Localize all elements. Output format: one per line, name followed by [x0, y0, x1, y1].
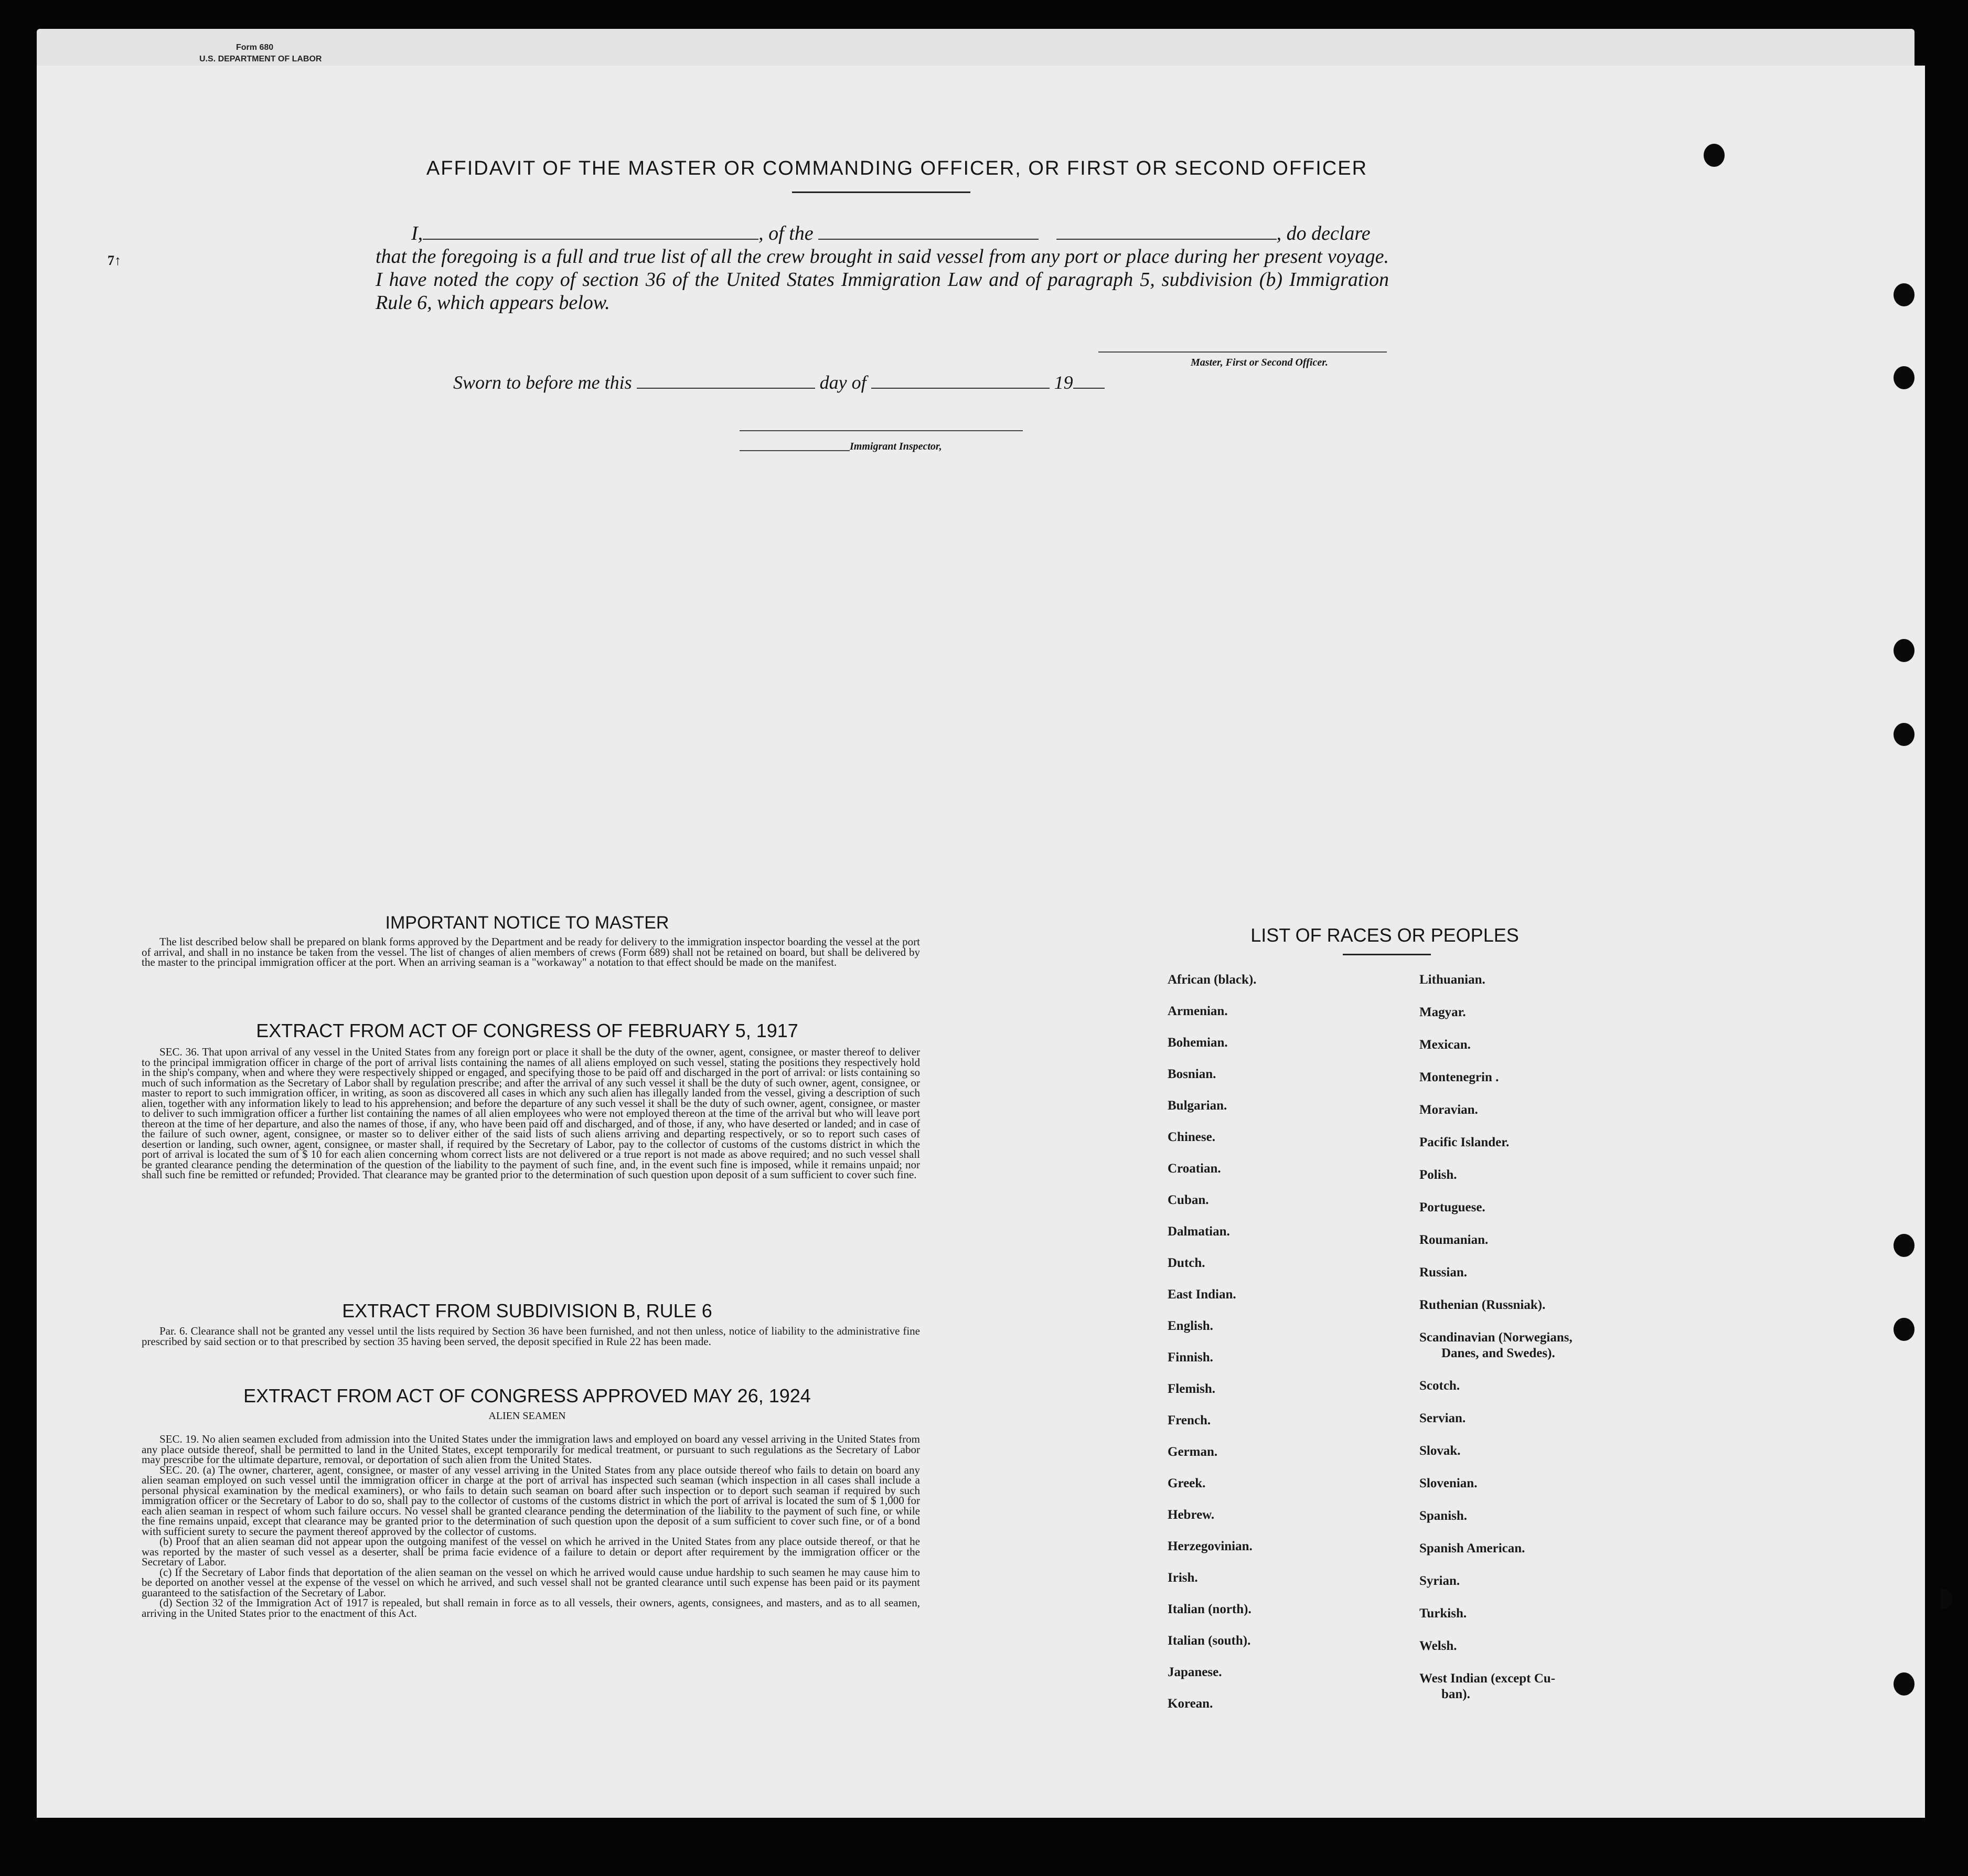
extract-1924-body — [142, 1434, 920, 1618]
race-item: Spanish American. — [1419, 1541, 1525, 1555]
punch-hole-icon — [1894, 1234, 1914, 1257]
name-blank[interactable] — [423, 223, 758, 240]
extract-1924-paragraph: SEC. 19. No alien seamen excluded from admission into the United States under the immigration laws and employed on board any vessel arriving in the United States from any place outside thereof, shall be permitted to land in the United States, except temporarily for medical treatment, or pursuant to such regulations as the Secretary of Labor may prescribe for the ultimate departure, removal, or deportation of such alien from the United States. — [142, 1433, 920, 1466]
sworn-year-blank[interactable] — [1073, 372, 1105, 389]
race-item: Greek. — [1168, 1476, 1206, 1490]
races-title: LIST OF RACES OR PEOPLES — [1250, 924, 1519, 946]
punch-hole-icon — [1941, 1589, 1952, 1609]
affidavit-i: I, — [411, 222, 423, 244]
race-item: Portuguese. — [1419, 1200, 1485, 1214]
extract-rule6-body — [142, 1326, 920, 1347]
sworn-text: Sworn to before me this — [453, 372, 632, 393]
year-prefix: 19 — [1054, 372, 1073, 393]
extract-1924-paragraph: SEC. 20. (a) The owner, charterer, agent, consignee, or master of any vessel arriving in the United States from any place outside thereof who fails to detain on board any alien seaman employed on such vessel until the immigration officer in charge at the port of arrival has inspected such seaman (which inspection in all cases shall include a personal physical examination by the medical examiners), or who fails to detain such seaman on board after such inspection or to deport such seaman if required by such immigration officer or the Secretary of Labor to do so, shall pay to the collector of customs of the customs district in which the port of arrival is located the sum of $ 1,000 for each alien seaman in respect of whom such failure occurs. No vessel shall be granted clearance pending the determination of the liability to the payment of such fine, or while the fine remains unpaid, except that clearance may be granted prior to the determination of such question upon the deposit of a sum sufficient to cover such fine, or of a bond with sufficient surety to secure the payment thereof approved by the collector of customs. — [142, 1463, 920, 1538]
race-item: Scotch. — [1419, 1379, 1460, 1393]
vessel-blank-2[interactable] — [1056, 223, 1277, 240]
extract-1917-title: EXTRACT FROM ACT OF CONGRESS OF FEBRUARY 5, 1917 — [256, 1020, 798, 1041]
race-item: Dutch. — [1168, 1256, 1205, 1270]
race-item: French. — [1168, 1413, 1211, 1427]
department-label: U.S. DEPARTMENT OF LABOR — [199, 55, 322, 63]
race-item: West Indian (except Cu- — [1419, 1671, 1556, 1686]
race-item: Lithuanian. — [1419, 973, 1485, 987]
affidavit-text — [376, 222, 1389, 314]
race-item: Flemish. — [1168, 1382, 1215, 1396]
race-item: Herzegovinian. — [1168, 1539, 1253, 1553]
race-item: Moravian. — [1419, 1103, 1478, 1117]
race-item: African (black). — [1168, 973, 1257, 987]
race-item: Korean. — [1168, 1697, 1213, 1711]
race-item: Italian (north). — [1168, 1602, 1252, 1616]
punch-hole-icon — [1894, 366, 1914, 389]
extract-1924-title: EXTRACT FROM ACT OF CONGRESS APPROVED MAY 26, 1924 — [243, 1385, 811, 1406]
form-number: Form 680 — [236, 43, 274, 52]
race-item: Magyar. — [1419, 1005, 1466, 1019]
extract-1917-paragraph: SEC. 36. That upon arrival of any vessel in the United States from any foreign port or place it shall be the duty of the owner, agent, consignee, or master thereof to deliver to the principal immigration officer in charge of the port of arrival lists containing the names of all aliens employed on such vessel, stating the positions they respectively hold in the ship's company, when and where they were respectively shipped or engaged, and specifying those to be paid off and discharged in the port of arrival: or lists containing so much of such information as the Secretary of Labor shall by regulation prescribe; and after the arrival of any such vessel it shall be the duty of such owner, agent, consignee, or master to report to such immigration officer, in writing, as soon as discovered all cases in which any such alien has illegally landed from the vessel, giving a description of such alien, together with any information likely to lead to his apprehension; and before the departure of any such vessel it shall be the duty of such owner, agent, consignee, or master to deliver to such immigration officer a further list containing the names of all alien employees who were not employed thereon at the time of the arrival but who will leave port thereon at the time of her departure, and also the names of those, if any, who have been paid off and discharged, and of those, if any, who have deserted or landed; and in case of the failure of such owner, agent, consignee, or master so to deliver either of the said lists of such aliens arriving and departing respectively, or so to report such cases of desertion or landing, such owner, agent, consignee, or master shall, if required by the Secretary of Labor, pay to the collector of customs of the customs district in which the port of arrival is located the sum of $ 10 for each alien concerning whom correct lists are not delivered or a true report is not made as above required; and no such vessel shall be granted clearance pending the determination of the question of the liability to the payment of such fine, and, in the event such fine is imposed, while it remains unpaid; nor shall such fine be remitted or refunded; Provided. That clearance may be granted prior to the determination of such question upon deposit of a sum sufficient to cover such fine. — [142, 1046, 920, 1181]
day-of-text: day of — [819, 372, 867, 393]
race-item: Slovak. — [1419, 1444, 1461, 1458]
sworn-month-blank[interactable] — [871, 372, 1050, 389]
race-item: Hebrew. — [1168, 1508, 1215, 1522]
race-item: Bulgarian. — [1168, 1099, 1227, 1113]
master-signature-line[interactable] — [1098, 351, 1387, 353]
race-item: English. — [1168, 1319, 1213, 1333]
affidavit-title: AFFIDAVIT OF THE MASTER OR COMMANDING OFFICER, OR FIRST OR SECOND OFFICER — [426, 157, 1368, 179]
extract-1917-body — [142, 1047, 920, 1180]
sworn-day-blank[interactable] — [637, 372, 815, 389]
races-title-rule — [1343, 954, 1431, 955]
race-item: Slovenian. — [1419, 1476, 1478, 1490]
extract-1924-paragraph: (b) Proof that an alien seaman did not appear upon the outgoing manifest of the vessel on which he arrived in the United States from any place outside thereof, or that he was reported by the master of such vessel as a deserter, shall be prima facie evidence of a failure to detain or deport after requirement by the immigration officer or the Secretary of Labor. — [142, 1535, 920, 1568]
race-item: Armenian. — [1168, 1004, 1228, 1018]
race-item: Bohemian. — [1168, 1036, 1228, 1050]
inspector-caption: Immigrant Inspector, — [850, 441, 942, 452]
race-item: Polish. — [1419, 1168, 1457, 1182]
race-item: Cuban. — [1168, 1193, 1209, 1207]
race-item: Mexican. — [1419, 1038, 1471, 1052]
race-item: Welsh. — [1419, 1639, 1457, 1653]
margin-mark: 7↑ — [108, 253, 121, 268]
punch-hole-icon — [1894, 1672, 1914, 1696]
race-item: Russian. — [1419, 1265, 1468, 1280]
notice-paragraph: The list described below shall be prepared on blank forms approved by the Department and be ready for delivery to the immigration inspector boarding the vessel at the port of arrival, and shall in no instance be taken from the vessel. The list of changes of alien members of crews (Form 689) shall not be retained on board, but shall be delivered by the master to the principal immigration officer at the port. When an arriving seaman is a "workaway" a notation to that effect should be made on the manifest. — [142, 935, 920, 968]
punch-hole-icon — [1894, 639, 1914, 662]
affidavit-of-the: , of the — [758, 222, 814, 244]
race-item: Finnish. — [1168, 1350, 1213, 1365]
notice-title: IMPORTANT NOTICE TO MASTER — [385, 913, 669, 933]
extract-rule6-paragraph: Par. 6. Clearance shall not be granted any vessel until the lists required by Section 36 have been furnished, and not then unless, notice of liability to the administrative fine prescribed by said section or to that prescribed by section 35 having been served, the deposit specified in Rule 22 has been made. — [142, 1325, 920, 1348]
extract-rule6-title: EXTRACT FROM SUBDIVISION B, RULE 6 — [342, 1300, 712, 1321]
race-item: Japanese. — [1168, 1665, 1222, 1679]
punch-hole-icon — [1704, 144, 1725, 167]
race-item: Danes, and Swedes). — [1441, 1346, 1555, 1360]
race-item: Italian (south). — [1168, 1634, 1251, 1648]
title-rule — [792, 191, 970, 193]
race-item: Scandinavian (Norwegians, — [1419, 1330, 1573, 1345]
punch-hole-icon — [1894, 283, 1914, 306]
race-item: Turkish. — [1419, 1606, 1467, 1621]
sworn-line — [453, 371, 1105, 393]
notice-body — [142, 937, 920, 968]
inspector-signature-line[interactable] — [740, 430, 1023, 431]
race-item: Pacific Islander. — [1419, 1135, 1510, 1149]
affidavit-do-declare: , do declare — [1276, 222, 1371, 244]
race-item: German. — [1168, 1445, 1218, 1459]
race-item: Dalmatian. — [1168, 1224, 1230, 1239]
race-item: Ruthenian (Russniak). — [1419, 1298, 1546, 1312]
extract-1924-paragraph: (c) If the Secretary of Labor finds that deportation of the alien seaman on the vessel on which he arrived would cause undue hardship to such seamen he may cause him to be deported on another vessel at the expense of the vessel on which he arrived, and such vessel shall not be granted clearance until such expense has been paid or its payment guaranteed to the satisfaction of the Secretary of Labor. — [142, 1565, 920, 1599]
extract-1924-subtitle: ALIEN SEAMEN — [488, 1410, 566, 1422]
race-item: Irish. — [1168, 1571, 1198, 1585]
race-item: ban). — [1441, 1687, 1470, 1701]
extract-1924-paragraph: (d) Section 32 of the Immigration Act of 1917 is repealed, but shall remain in force as to all vessels, their owners, agents, consignees, and masters, and as to all seamen, arriving in the United States prior to the enactment of this Act. — [142, 1596, 920, 1619]
punch-hole-icon — [1894, 1318, 1914, 1341]
master-caption: Master, First or Second Officer. — [1191, 357, 1328, 368]
race-item: Croatian. — [1168, 1161, 1221, 1176]
race-item: Roumanian. — [1419, 1233, 1489, 1247]
vessel-blank[interactable] — [818, 223, 1039, 240]
affidavit-body: that the foregoing is a full and true list of all the crew brought in said vessel from any port or place during her present voyage. I have noted the copy of section 36 of the United States Immigration Law and of paragraph 5, subdivision (b) Immigration Rule 6, which appears below. — [376, 246, 1389, 314]
punch-hole-icon — [1894, 723, 1914, 746]
race-item: Bosnian. — [1168, 1067, 1216, 1081]
inspector-signature-line-2[interactable] — [740, 450, 850, 451]
race-item: East Indian. — [1168, 1287, 1236, 1302]
race-item: Syrian. — [1419, 1574, 1460, 1588]
race-item: Chinese. — [1168, 1130, 1215, 1144]
race-item: Montenegrin . — [1419, 1070, 1499, 1084]
race-item: Spanish. — [1419, 1509, 1468, 1523]
race-item: Servian. — [1419, 1411, 1466, 1425]
